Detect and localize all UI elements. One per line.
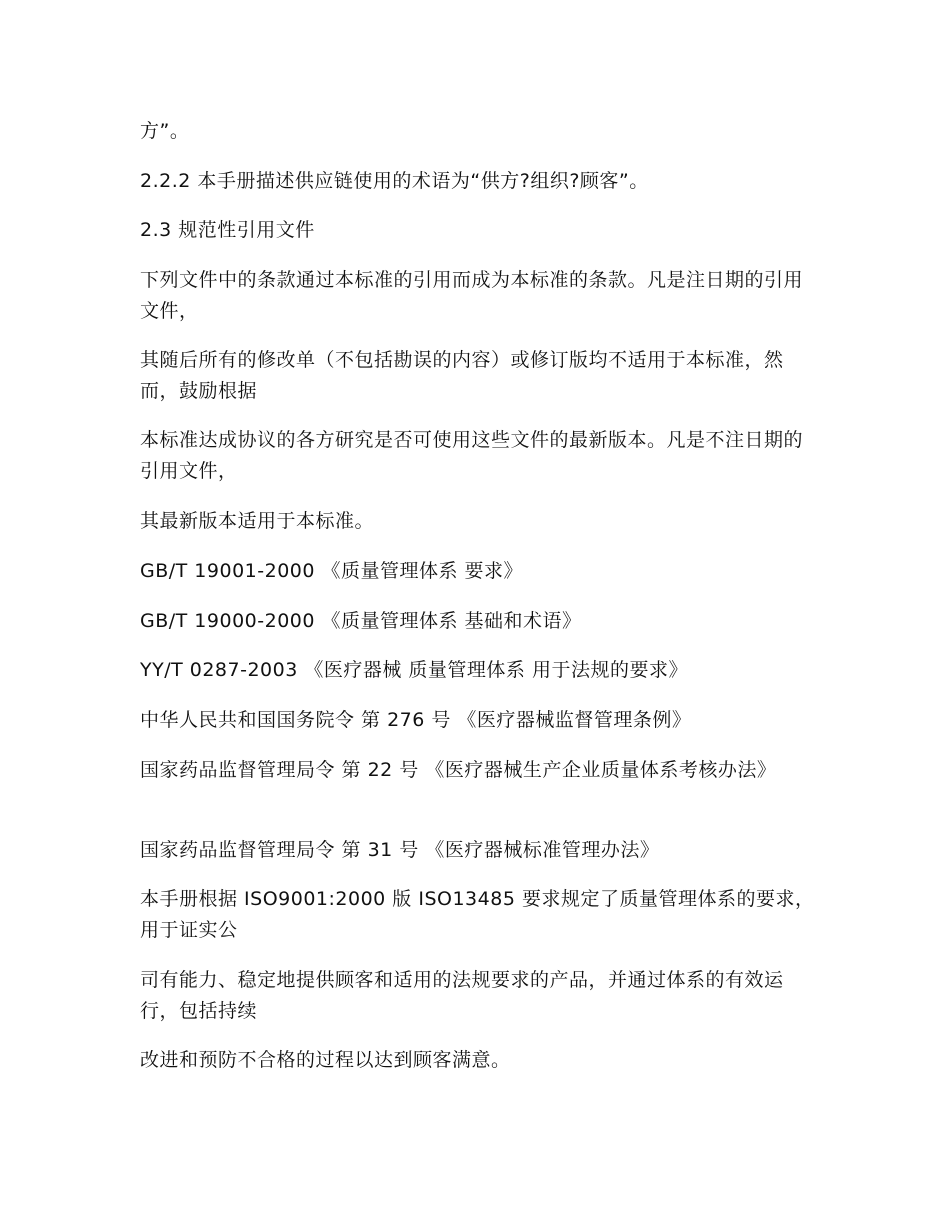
reference-sda-22: 国家药品监督管理局令 第 22 号 《医疗器械生产企业质量体系考核办法》 xyxy=(140,759,777,781)
paragraph-capability: 司有能力、稳定地提供顾客和适用的法规要求的产品，并通过体系的有效运行，包括持续 xyxy=(140,969,784,1022)
paragraph-latest-version: 本标准达成协议的各方研究是否可使用这些文件的最新版本。凡是不注日期的引用文件， xyxy=(140,429,804,482)
paragraph-improvement: 改进和预防不合格的过程以达到顾客满意。 xyxy=(140,1049,511,1071)
paragraph-undated-applies: 其最新版本适用于本标准。 xyxy=(140,510,375,532)
paragraph-2-2-2: 2.2.2 本手册描述供应链使用的术语为“供方?组织?顾客”。 xyxy=(140,170,649,192)
paragraph-citation-intro: 下列文件中的条款通过本标准的引用而成为本标准的条款。凡是注日期的引用文件， xyxy=(140,269,804,322)
section-heading-2-3: 2.3 规范性引用文件 xyxy=(140,219,315,241)
paragraph-continuation: 方”。 xyxy=(140,120,190,142)
reference-gbt-19000: GB/T 19000-2000 《质量管理体系 基础和术语》 xyxy=(140,610,582,632)
paragraph-iso-requirements: 本手册根据 ISO9001:2000 版 ISO13485 要求规定了质量管理体系的要求，用于证实公 xyxy=(140,888,815,941)
reference-sda-31: 国家药品监督管理局令 第 31 号 《医疗器械标准管理办法》 xyxy=(140,839,660,861)
reference-gbt-19001: GB/T 19001-2000 《质量管理体系 要求》 xyxy=(140,560,524,582)
reference-state-council-276: 中华人民共和国国务院令 第 276 号 《医疗器械监督管理条例》 xyxy=(140,709,692,731)
paragraph-amendments: 其随后所有的修改单（不包括勘误的内容）或修订版均不适用于本标准，然而，鼓励根据 xyxy=(140,349,784,402)
reference-yyt-0287: YY/T 0287-2003 《医疗器械 质量管理体系 用于法规的要求》 xyxy=(140,659,688,681)
